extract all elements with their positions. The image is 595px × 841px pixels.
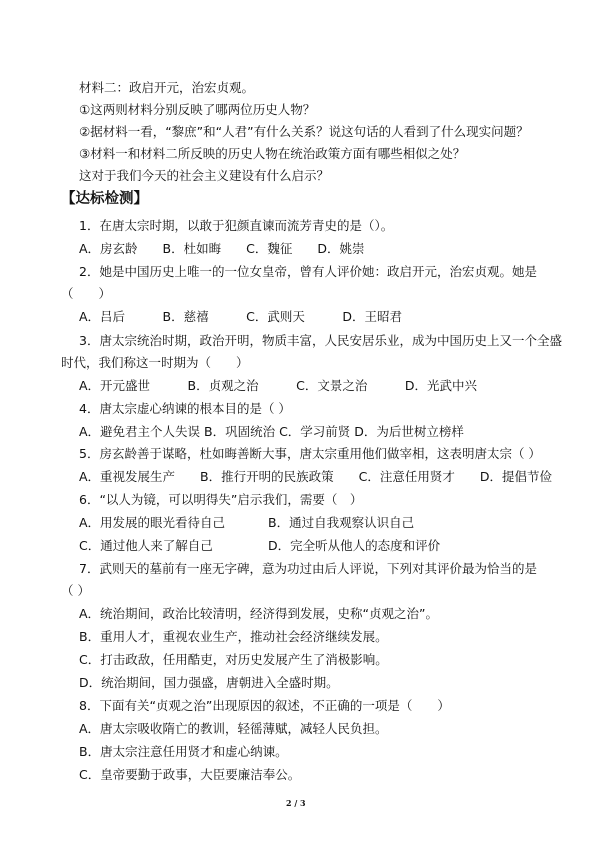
- question-6-option-b: B．通过自我观察认识自己: [268, 515, 415, 530]
- material-question-4: 这对于我们今天的社会主义建设有什么启示？: [79, 168, 330, 183]
- question-7-stem-cont: （ ）: [61, 583, 90, 598]
- question-1-options: A．房玄龄 B．杜如晦 C．魏征 D．姚崇: [79, 241, 365, 256]
- question-8-option-b: B．唐太宗注意任用贤才和虚心纳谏。: [79, 744, 288, 759]
- question-6-option-a: A．用发展的眼光看待自己: [79, 515, 226, 530]
- question-7-option-a: A．统治期间，政治比较清明，经济得到发展，史称“贞观之治”。: [79, 606, 439, 621]
- question-7-option-c: C．打击政敌，任用酷吏，对历史发展产生了消极影响。: [79, 652, 388, 667]
- material-question-2: ②据材料一看，“黎庶”和“人君”有什么关系？说这句话的人看到了什么现实问题？: [79, 124, 529, 139]
- question-8-option-a: A．唐太宗吸收隋亡的教训，轻徭薄赋，减轻人民负担。: [79, 721, 388, 736]
- question-2-options: A．吕后 B．慈禧 C．武则天 D．王昭君: [79, 309, 402, 324]
- question-5-options: A．重视发展生产 B．推行开明的民族政策 C．注意任用贤才 D．提倡节俭: [79, 469, 552, 484]
- material-2-line: 材料二：政启开元，治宏贞观。: [79, 80, 255, 95]
- page-number: 2 / 3: [286, 798, 306, 808]
- question-3-stem: 3．唐太宗统治时期，政治开明，物质丰富，人民安居乐业，成为中国历史上又一个全盛: [79, 333, 562, 348]
- question-5-stem: 5．房玄龄善于谋略，杜如晦善断大事，唐太宗重用他们做宰相，这表明唐太宗（ ）: [79, 446, 541, 461]
- question-4-options: A．避免君主个人失误 B．巩固统治 C．学习前贤 D．为后世树立榜样: [79, 424, 464, 439]
- question-3-stem-cont: 时代，我们称这一时期为（ ）: [61, 355, 249, 370]
- question-6-option-c: C．通过他人来了解自己: [79, 538, 213, 553]
- question-4-stem: 4．唐太宗虚心纳谏的根本目的是（ ）: [79, 401, 291, 416]
- section-title: 【达标检测】: [61, 191, 148, 207]
- question-7-stem: 7．武则天的墓前有一座无字碑，意为功过由后人评说，下列对其评价最为恰当的是: [79, 561, 537, 576]
- question-1-stem: 1．在唐太宗时期，以敢于犯颜直谏而流芳青史的是（）。: [79, 218, 394, 233]
- question-6-option-d: D．完全听从他人的态度和评价: [268, 538, 441, 553]
- question-2-stem: 2．她是中国历史上唯一的一位女皇帝，曾有人评价她：政启开元，治宏贞观。她是: [79, 264, 537, 279]
- question-8-stem: 8．下面有关“贞观之治”出现原因的叙述，不正确的一项是（ ）: [79, 698, 450, 713]
- question-8-option-c: C．皇帝要勤于政事，大臣要廉洁奉公。: [79, 767, 301, 782]
- question-7-option-b: B．重用人才，重视农业生产，推动社会经济继续发展。: [79, 629, 388, 644]
- question-2-stem-cont: （ ）: [61, 286, 112, 301]
- question-3-options: A．开元盛世 B．贞观之治 C．文景之治 D．光武中兴: [79, 378, 477, 393]
- question-7-option-d: D．统治期间，国力强盛，唐朝进入全盛时期。: [79, 675, 339, 690]
- question-6-stem: 6．“以人为镜，可以明得失”启示我们，需要（ ）: [79, 492, 363, 507]
- material-question-1: ①这两则材料分别反映了哪两位历史人物？: [79, 102, 316, 117]
- material-question-3: ③材料一和材料二所反映的历史人物在统治政策方面有哪些相似之处？: [79, 146, 466, 161]
